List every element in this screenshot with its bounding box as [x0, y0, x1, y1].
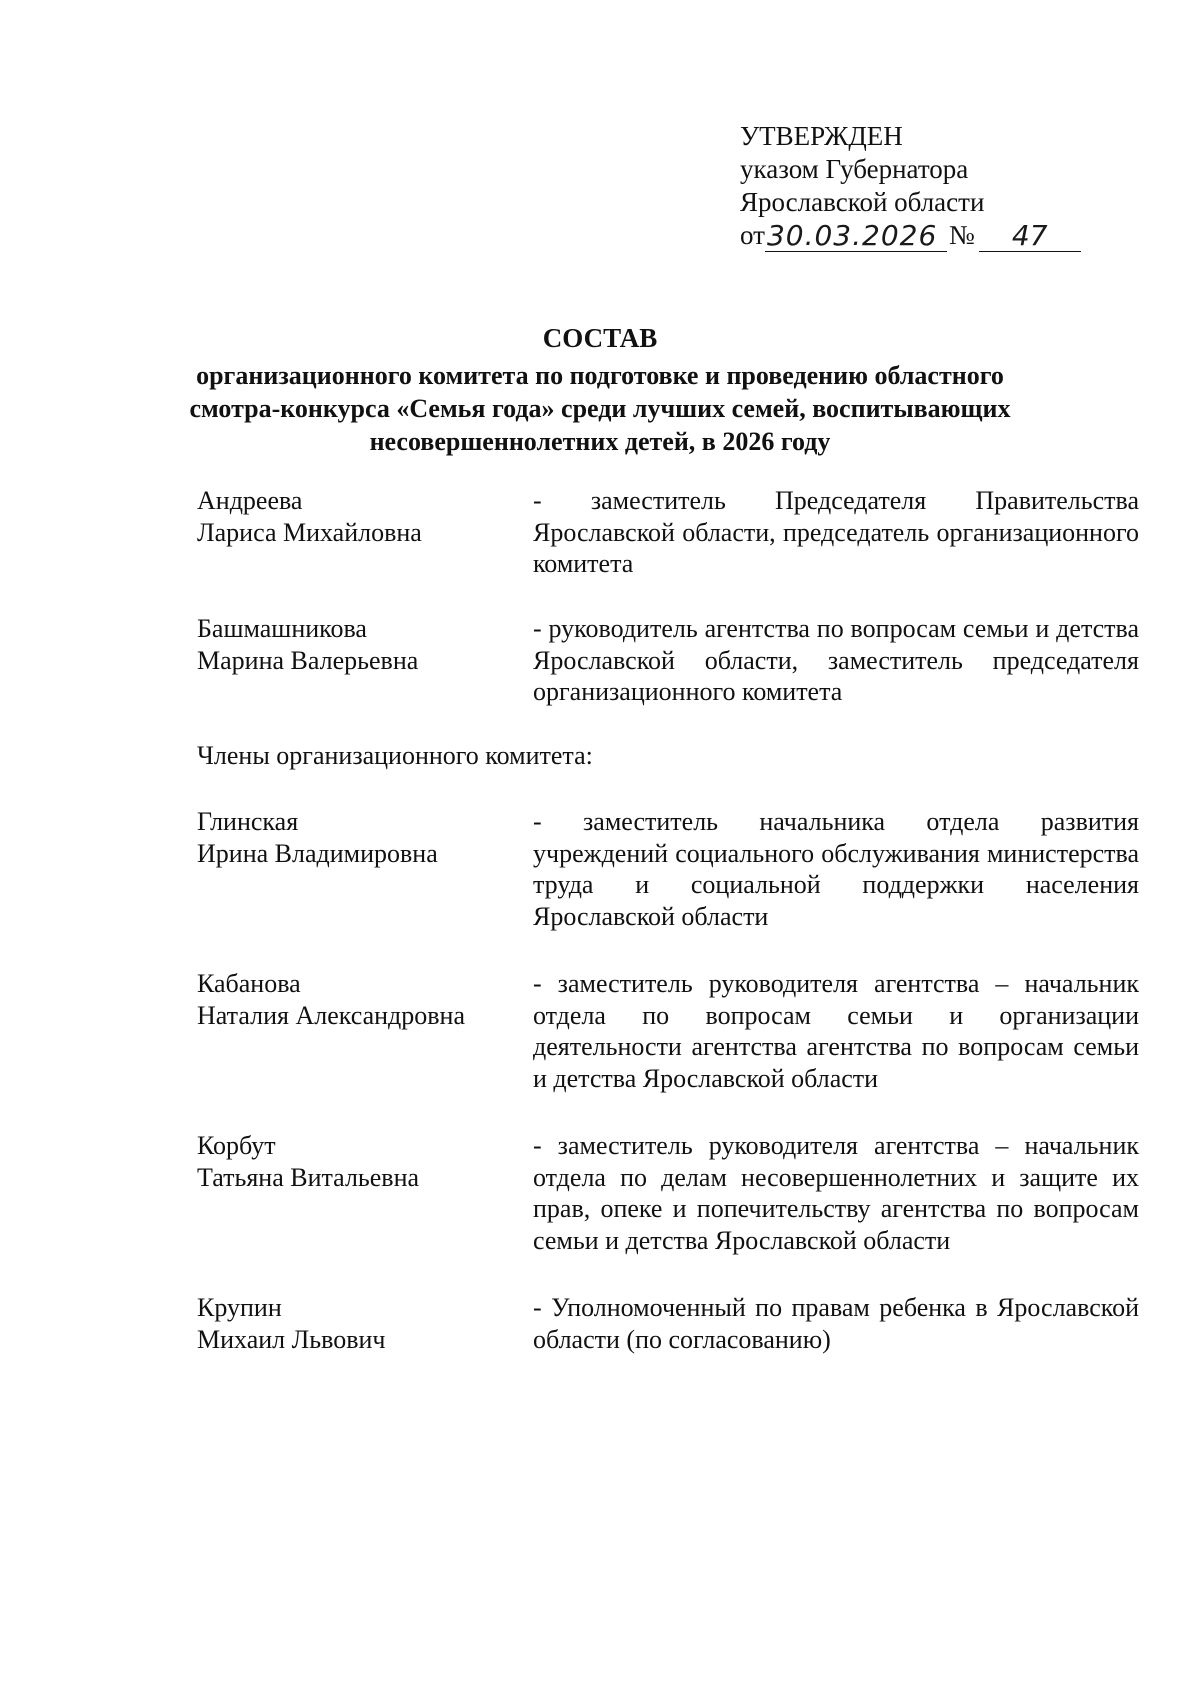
number-label: № [948, 220, 975, 250]
person-given-name: Татьяна Витальевна [197, 1162, 420, 1192]
title-main: СОСТАВ [542, 323, 658, 353]
title-line-2: смотра-конкурса «Семья года» среди лучших семей, воспитывающих [189, 394, 1011, 423]
person-surname: Андреева [197, 486, 303, 515]
list-item [197, 806, 1139, 932]
approval-date-line [740, 219, 1081, 252]
approval-issuer-line1: указом Губернатора [740, 154, 969, 184]
person-role: - заместитель начальника отдела развития учреждений социального обслуживания министерства труда и социальной поддержки населения Ярославской области [533, 807, 1139, 931]
approval-status: УТВЕРЖДЕН [740, 121, 903, 151]
person-role: - руководитель агентства по вопросам семьи и детства Ярославской области, заместитель председателя организационного комитета [533, 614, 1139, 706]
handwritten-number: 47 [979, 221, 1081, 252]
list-item [197, 968, 1139, 1094]
person-surname: Крупин [197, 1293, 282, 1322]
person-name [197, 806, 533, 932]
person-name [197, 1292, 533, 1355]
members-heading: Члены организационного комитета: [197, 741, 593, 770]
person-surname: Корбут [197, 1131, 276, 1160]
person-name [197, 968, 533, 1094]
title-line-1: организационного комитета по подготовке и проведению областного [196, 361, 1004, 390]
person-name [197, 485, 533, 580]
title-line-3: несовершеннолетних детей, в 2026 году [369, 427, 831, 456]
person-given-name: Наталия Александровна [197, 1000, 465, 1030]
person-given-name: Ирина Владимировна [197, 838, 438, 868]
person-surname: Кабанова [197, 969, 301, 998]
list-item [197, 1292, 1139, 1355]
person-name [197, 1130, 533, 1256]
document-title [150, 322, 1050, 458]
list-item [197, 613, 1139, 708]
approval-issuer-line2: Ярославской области [740, 187, 985, 217]
person-role: - заместитель Председателя Правительства Ярославской области, председатель организационного комитета [533, 486, 1139, 578]
list-item [197, 485, 1139, 580]
person-surname: Башмашникова [197, 614, 367, 643]
person-given-name: Лариса Михайловна [197, 517, 422, 547]
list-item [197, 1130, 1139, 1256]
person-role: - заместитель руководителя агентства – начальник отдела по вопросам семьи и организации деятельности агентства агентства по вопросам семьи и детства Ярославской области [533, 969, 1139, 1093]
person-surname: Глинская [197, 807, 299, 836]
person-name [197, 613, 533, 708]
date-prefix: от [740, 220, 765, 250]
person-role: - Уполномоченный по правам ребенка в Ярославской области (по согласованию) [533, 1293, 1139, 1354]
person-given-name: Михаил Львович [197, 1324, 386, 1354]
person-given-name: Марина Валерьевна [197, 645, 419, 675]
approval-stamp-block [740, 120, 1081, 252]
person-role: - заместитель руководителя агентства – начальник отдела по делам несовершеннолетних и защите их прав, опеке и попечительству агентства по вопросам семьи и детства Ярославской области [533, 1131, 1139, 1255]
handwritten-date: 30.03.2026 [765, 221, 947, 252]
